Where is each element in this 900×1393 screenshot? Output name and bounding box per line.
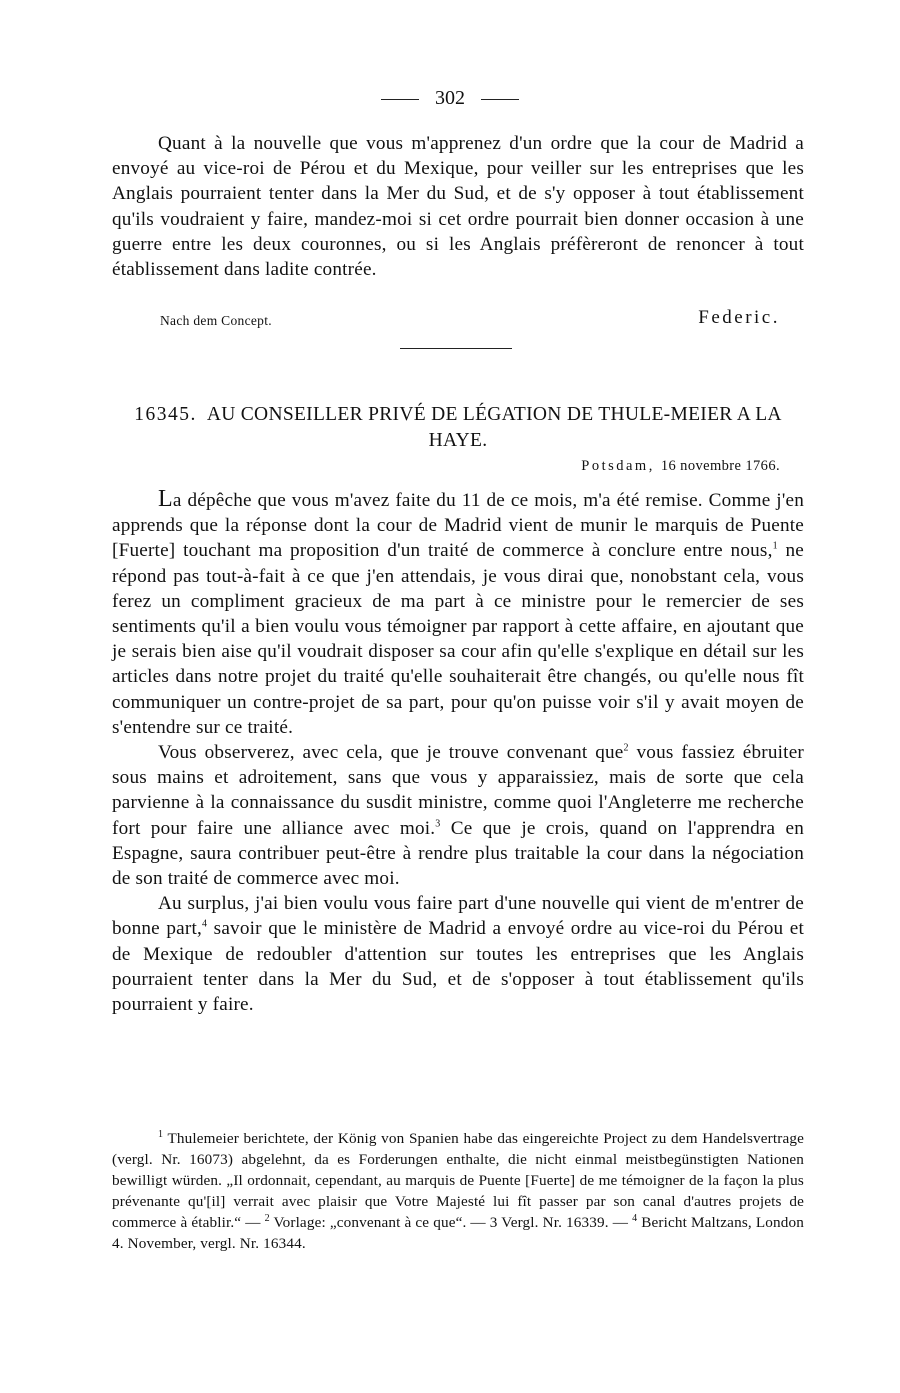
footnote-ref-3: 3 xyxy=(435,818,441,830)
footnote-ref-4: 4 xyxy=(202,919,208,931)
paragraph-2-text-c: Ce que je crois, quand on l'apprendra en Espagne, saura contribuer peut-être à rendre plus traitable la cour dans la négociation de son traité de commerce avec moi. xyxy=(112,817,805,890)
footnote-block xyxy=(112,1128,804,1254)
document-heading xyxy=(112,402,804,454)
footnote-mark-3: 3 xyxy=(489,1214,498,1231)
letter-paragraph-3 xyxy=(112,891,804,1017)
paragraph-2-text-a: Vous observerez, avec cela, que je trouve convenant que xyxy=(158,742,624,764)
paragraph-3-text-b: savoir que le ministère de Madrid a envoyé ordre au vice-roi du Pérou et de Mexique de redoubler d'attention sur toutes les entreprises que les Anglais pourraient tenter dans la Mer du Sud, et de s'opposer à tout établissement qu'ils pourraient y faire. xyxy=(112,918,805,1016)
paragraph-3-text-a: Au surplus, j'ai bien voulu vous faire part d'une nouvelle qui vient de m'entrer de bonne part, xyxy=(112,893,804,940)
page-header xyxy=(0,86,900,110)
closing-paragraph: Quant à la nouvelle que vous m'apprenez d'un ordre que la cour de Madrid a envoyé au vice-roi de Pérou et du Mexique, pour veiller sur les entreprises que les Anglais pourraient tenter dans la Mer du Sud, et de s'y opposer à tout établissement qu'ils voudraient y faire, mandez-moi si cet ordre pourrait bien donner occasion à une guerre entre les deux couronnes, ou si les Anglais préfèreront de renoncer à tout établissement dans ladite contrée. xyxy=(112,133,804,281)
signature: Federic. xyxy=(698,307,780,328)
document-title: AU CONSEILLER PRIVÉ DE LÉGATION DE THULE-MEIER A LA HAYE. xyxy=(206,404,782,451)
footnotes xyxy=(112,1128,804,1254)
footnote-ref-2: 2 xyxy=(623,742,629,754)
header-rule-right xyxy=(481,99,519,100)
footnote-ref-1: 1 xyxy=(772,541,778,553)
document-place: Potsdam, xyxy=(581,458,655,474)
section-divider xyxy=(400,348,512,349)
footnote-mark-1: 1 xyxy=(158,1128,164,1140)
paragraph-2-text-b: vous fassiez ébruiter sous mains et adroitement, sans que vous y apparaissiez, mais de sorte que cela parvienne à la connaissance du susdit ministre, comme quoi l'Angleterre me recherche fort pour faire une alliance avec moi. xyxy=(112,742,804,839)
document-date: 16 novembre 1766. xyxy=(660,458,780,474)
source-and-signature-row xyxy=(112,307,804,333)
source-note: Nach dem Concept. xyxy=(160,313,272,328)
footnote-mark-2: 2 xyxy=(264,1212,270,1224)
paragraph-1-text-b: ne répond pas tout-à-fait à ce que j'en attendais, je vous dirai que, nonobstant cela, vous ferez un compliment gracieux de ma part à ce ministre pour le remercier de ses sentiments qu'il a bien voulu vous témoigner par rapport à cette affaire, en ajoutant que je serais bien aise qu'il voudrait disposer sa cour afin qu'elle s'explique en détail sur les articles dans notre projet du traité qu'elle souhaiterait être changés, ou qu'elle nous fît communiquer un contre-projet de sa part, pour qu'on puisse voir s'il y avait moyen de s'entendre sur ce traité. xyxy=(112,540,805,738)
header-rule-left xyxy=(381,99,419,100)
footnote-2-text: Vorlage: „convenant à ce que“. — xyxy=(269,1214,490,1231)
letter-paragraph-2 xyxy=(112,740,804,891)
page-number: 302 xyxy=(435,87,465,109)
letter-body xyxy=(112,487,804,1017)
footnote-3-text: Vergl. Nr. 16339. — xyxy=(497,1214,633,1231)
document-number: 16345. xyxy=(134,404,197,425)
paragraph-1-text-a: La dépêche que vous m'avez faite du 11 de ce mois, m'a été remise. Comme j'en apprends que la réponse dont la cour de Madrid vient de munir le marquis de Puente [Fuerte] touchant ma proposition d'un traité de commerce à conclure entre nous, xyxy=(112,486,804,562)
footnote-4-text: Bericht Maltzans, London 4. November, vergl. Nr. 16344. xyxy=(112,1214,804,1252)
footnote-1-text: Thulemeier berichtete, der König von Spanien habe das eingereichte Project zu dem Handelsvertrage (vergl. Nr. 16073) abgelehnt, da es Forderungen enthalte, die nicht einmal meistbegünstigten Nationen bewilligt würden. „Il ordonnait, cependant, au marquis de Puente [Fuerte] de me témoigner de la façon la plus prévenante qu'[il] verrait avec plaisir que Votre Majesté lui fît passer par son canal d'autres projets de commerce à établir.“ — xyxy=(112,1130,804,1231)
letter-paragraph-1 xyxy=(112,487,804,740)
footnote-mark-4: 4 xyxy=(632,1212,638,1224)
place-date-line xyxy=(581,458,780,475)
